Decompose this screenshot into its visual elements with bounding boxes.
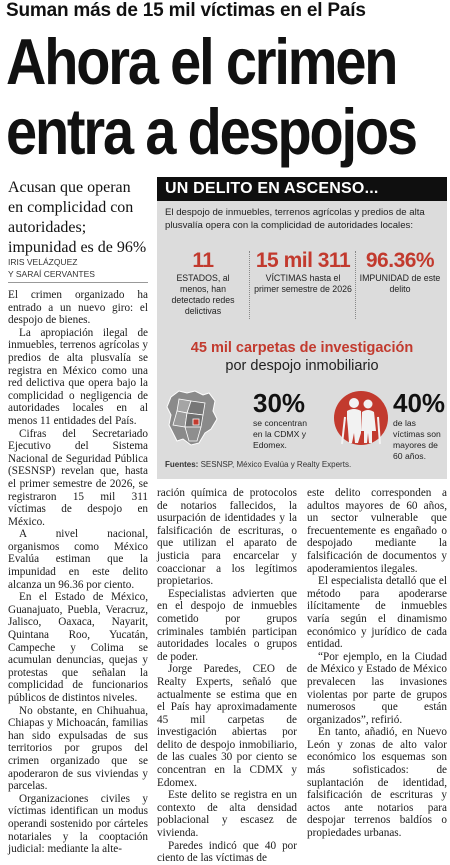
infographic-intro: El despojo de inmuebles, terrenos agrícolas y predios de alta plusvalía opera con la complicidad de autoridades locales: (165, 207, 425, 231)
infographic-sources (165, 459, 445, 470)
stat-states-label: ESTADOS, al menos, han detectado redes delictivas (171, 273, 235, 316)
byline (8, 256, 158, 280)
pct-elderly-value: 40% (393, 388, 446, 418)
stat-divider (249, 251, 250, 319)
body-column-3 (307, 487, 447, 840)
paragraph: Especialistas advierten que en el despojo de inmuebles cometido por grupos criminales también participan autoridades locales o grupos de poder. (157, 587, 297, 663)
body-column-1 (8, 289, 148, 856)
paragraph: Cifras del Secretariado Ejecutivo del Sistema Nacional de Seguridad Pública (SESNSP) revelan que, hasta el primer semestre de 2026, se registraron 15 mil 311 víctimas de despojo en México. (8, 427, 148, 528)
pct-elderly-label: de las víctimas son mayores de 60 años. (393, 418, 441, 461)
paragraph: Jorge Paredes, CEO de Realty Experts, señaló que actualmente se estima que en el País hay aproximadamente 45 mil carpetas de investigación abiertas por delito de despojo inmobiliario, de las cuales 30 por ciento se concentran en la CDMX y Edomex. (157, 663, 297, 789)
byline-author-1: IRIS VELÁZQUEZ (8, 257, 78, 267)
paragraph: En tanto, añadió, en Nuevo León y zonas de alto valor económico los esquemas son más sofisticados: de suplantación de identidad, falsificación de escrituras y actos ante notarios para despojar terrenos baldíos o propiedades urbanas. (307, 726, 447, 840)
cases-title: 45 mil carpetas de investigación (190, 340, 414, 356)
stat-divider (355, 251, 356, 319)
sources-text: SESNSP, México Evalúa y Realty Experts. (200, 460, 352, 469)
stat-impunity (357, 249, 443, 295)
stat-victims-value: 15 mil 311 (255, 249, 351, 272)
paragraph: No obstante, en Chihuahua, Chiapas y Michoacán, familias han sido expulsadas de sus territorios por grupos del crimen organizado que se apoderaron de sus viviendas y parcelas. (8, 704, 148, 793)
pct-concentration-label: se concentran en la CDMX y Edomex. (253, 418, 307, 450)
paragraph: Organizaciones civiles y víctimas identifican un modus operandi sostenido por cárteles notariales y la cooptación judicial: mediante la alte- (8, 792, 148, 856)
pct-panel-elderly (393, 388, 447, 461)
stat-impunity-label: IMPUNIDAD de este delito (359, 273, 441, 294)
elderly-couple-icon (333, 389, 389, 447)
stat-impunity-value: 96.36% (365, 249, 435, 272)
paragraph: Paredes indicó que 40 por ciento de las víctimas de (157, 839, 297, 865)
paragraph: La apropiación ilegal de inmuebles, terrenos agrícolas y predios de alta plusvalía se registra en México como una red delictiva que opera bajo la complicidad o negligencia de autoridades locales en al menos 11 entidades del País. (8, 326, 148, 427)
headline-line-1: Ahora el crimen (6, 25, 397, 98)
pct-concentration-value: 30% (253, 388, 306, 418)
infographic-title: UN DELITO EN ASCENSO... (157, 177, 447, 201)
kicker: Suman más de 15 mil víctimas en el País (6, 0, 366, 21)
headline-line-2: entra a despojos (6, 95, 416, 168)
body-column-2 (157, 487, 297, 865)
stat-victims-label: VÍCTIMAS hasta el primer semestre de 2026 (254, 273, 352, 294)
paragraph: A nivel nacional, organismos como México Evalúa estiman que la impunidad en este delito alcanza un 96.36 por ciento. (8, 528, 148, 591)
paragraph: El crimen organizado ha entrado a un nuevo giro: el despojo de bienes. (8, 289, 148, 327)
stat-states (163, 249, 243, 317)
cases-subtitle: por despojo inmobiliario (225, 358, 379, 374)
paragraph: este delito corresponden a adultos mayores de 60 años, un sector vulnerable que frecuentemente es engañado o despojado mediante la falsificación de documentos y apoderamientos ilegales. (307, 487, 447, 575)
byline-rule (8, 282, 148, 283)
byline-author-2: Y SARAÍ CERVANTES (8, 269, 95, 279)
deck: Acusan que operan en complicidad con autoridades; impunidad es de 96% (8, 179, 147, 256)
paragraph: El especialista detalló que el método para apoderarse ilícitamente de inmuebles varía según el dinamismo económico y jurídico de cada entidad. (307, 575, 447, 651)
mexico-map-icon (165, 389, 219, 447)
paragraph: ración química de protocolos de notarios fallecidos, la usurpación de identidades y la falsificación de escrituras, o que utilizan el aparato de justicia para encarcelar y coaccionar a los legítimos propietarios. (157, 487, 297, 588)
stat-states-value: 11 (192, 249, 214, 272)
paragraph: Este delito se registra en un contexto de alta densidad poblacional y escasez de vivienda. (157, 789, 297, 840)
stat-victims (253, 249, 353, 295)
infographic-box (157, 177, 447, 479)
sources-label: Fuentes: (165, 460, 199, 469)
paragraph: “Por ejemplo, en la Ciudad de México y Estado de México prevalecen las invasiones violentas por parte de grupos numerosos que están organizados”, refirió. (307, 650, 447, 726)
paragraph: En el Estado de México, Guanajuato, Puebla, Veracruz, Jalisco, Oaxaca, Nayarit, Quintana Roo, Yucatán, Campeche y Colima se acumulan denuncias, quejas y protestas que señalan la complicidad de funcionarios públicos de distintos niveles. (8, 591, 148, 704)
